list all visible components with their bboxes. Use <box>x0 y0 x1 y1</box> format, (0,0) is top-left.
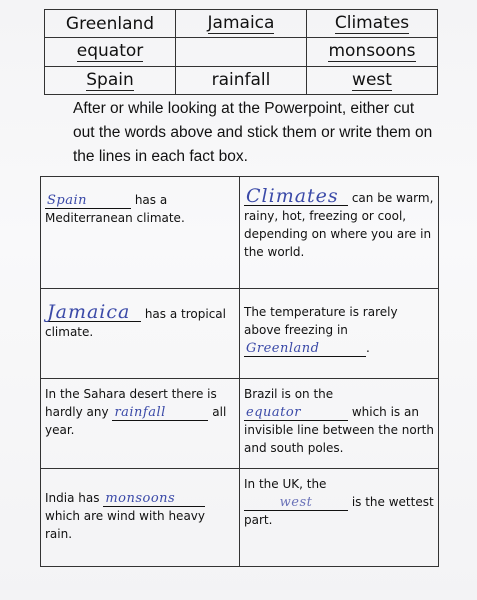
word-equator: equator <box>76 41 144 62</box>
handwritten-answer-greenland: Greenland <box>244 342 366 357</box>
word-bank-cell <box>45 38 176 66</box>
fact-box-grid <box>40 176 439 567</box>
word-spain: Spain <box>86 69 134 90</box>
word-jamaica: Jamaica <box>207 13 275 34</box>
word-bank-cell <box>45 10 176 38</box>
fact-box-uk <box>240 469 439 567</box>
fact-text: India has <box>45 491 100 505</box>
fact-box-jamaica <box>41 289 240 379</box>
fact-text: In the Sahara desert there is hardly any <box>45 387 217 419</box>
word-bank-cell <box>307 10 438 38</box>
fact-text: The temperature is rarely above freezing in <box>244 305 398 337</box>
word-bank-cell <box>307 66 438 94</box>
fact-text: which is an invisible line between the north and south poles. <box>244 405 434 455</box>
fact-box-brazil <box>240 379 439 469</box>
fact-text: has a tropical climate. <box>45 307 226 339</box>
word-bank-cell <box>176 66 307 94</box>
fact-box-greenland: The temperature is rarely above freezing in Greenland . <box>240 289 439 379</box>
word-bank-cell-empty <box>176 38 307 66</box>
word-west: west <box>352 69 392 90</box>
fact-text: can be warm, rainy, hot, freezing or cool, depending on where you are in the world. <box>244 191 434 259</box>
handwritten-answer-spain: Spain <box>45 194 131 209</box>
fact-box-climates <box>240 177 439 289</box>
fact-text: In the UK, the <box>244 477 327 491</box>
word-monsoons: monsoons <box>328 41 416 62</box>
word-bank-cell <box>307 38 438 66</box>
fact-box-spain <box>41 177 240 289</box>
handwritten-answer-west: west <box>244 496 348 511</box>
handwritten-answer-rainfall: rainfall <box>112 406 208 421</box>
fact-box-sahara <box>41 379 240 469</box>
fact-text: has a Mediterranean climate. <box>45 193 185 225</box>
fact-box-india <box>41 469 240 567</box>
word-bank-cell <box>45 66 176 94</box>
word-rainfall: rainfall <box>211 70 271 91</box>
word-bank-table <box>44 9 438 95</box>
handwritten-answer-jamaica: Jamaica <box>45 303 141 322</box>
fact-text: all year. <box>45 405 227 437</box>
word-greenland: Greenland <box>65 13 155 34</box>
word-bank-cell <box>176 10 307 38</box>
word-climates: Climates <box>334 13 410 34</box>
fact-text: Brazil is on the <box>244 387 334 401</box>
handwritten-answer-climates: Climates <box>244 187 348 206</box>
fact-text: which are wind with heavy rain. <box>45 509 205 541</box>
instructions-text: After or while looking at the Powerpoint, either cut out the words above and stick them or write them on the lines in each fact box. <box>73 100 433 165</box>
fact-text: is the wettest part. <box>244 495 434 527</box>
handwritten-answer-monsoons: monsoons <box>103 492 205 507</box>
handwritten-answer-equator: equator <box>244 406 348 421</box>
